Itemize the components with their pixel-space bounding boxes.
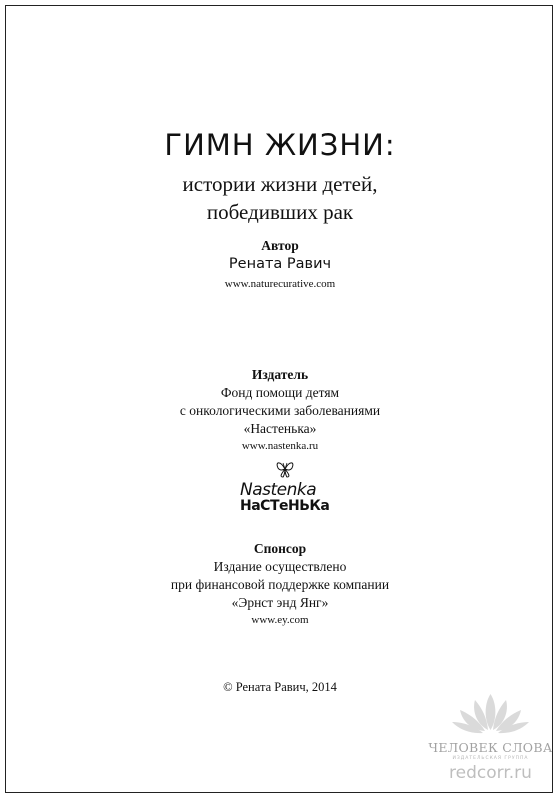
author-label: Автор: [261, 238, 299, 253]
watermark-url: redcorr.ru: [449, 763, 532, 783]
lotus-icon: [428, 690, 553, 738]
nastenka-logo: [240, 458, 330, 520]
author-url: www.naturecurative.com: [224, 278, 336, 290]
subtitle-line-1: истории жизни детей,: [182, 172, 378, 196]
publisher-url: www.nastenka.ru: [241, 440, 319, 452]
watermark: [428, 690, 553, 790]
publisher-label: Издатель: [251, 367, 309, 382]
book-title: ГИМН ЖИЗНИ:: [164, 128, 396, 162]
sponsor-line-2: при финансовой поддержке компании: [170, 577, 390, 592]
watermark-tagline: ИЗДАТЕЛЬСКАЯ ГРУППА: [452, 756, 529, 761]
watermark-name: ЧЕЛОВЕК СЛОВА: [428, 740, 553, 755]
sponsor-label: Спонсор: [253, 541, 307, 556]
author-name: Рената Равич: [228, 256, 332, 272]
logo-text-cyrillic: НаСТеНЬКа: [240, 498, 330, 514]
sponsor-line-1: Издание осуществлено: [213, 559, 347, 574]
subtitle-line-2: победивших рак: [206, 200, 354, 224]
butterfly-icon: [274, 458, 296, 480]
copyright-text: © Рената Равич, 2014: [223, 680, 337, 694]
publisher-line-2: с онкологическими заболеваниями: [179, 403, 381, 418]
publisher-line-1: Фонд помощи детям: [220, 385, 340, 400]
sponsor-url: www.ey.com: [251, 614, 309, 626]
sponsor-line-3: «Эрнст энд Янг»: [231, 595, 329, 610]
book-subtitle: [0, 170, 560, 226]
publisher-line-3: «Настенька»: [243, 421, 317, 436]
logo-text-latin: Nastenka: [240, 480, 317, 500]
